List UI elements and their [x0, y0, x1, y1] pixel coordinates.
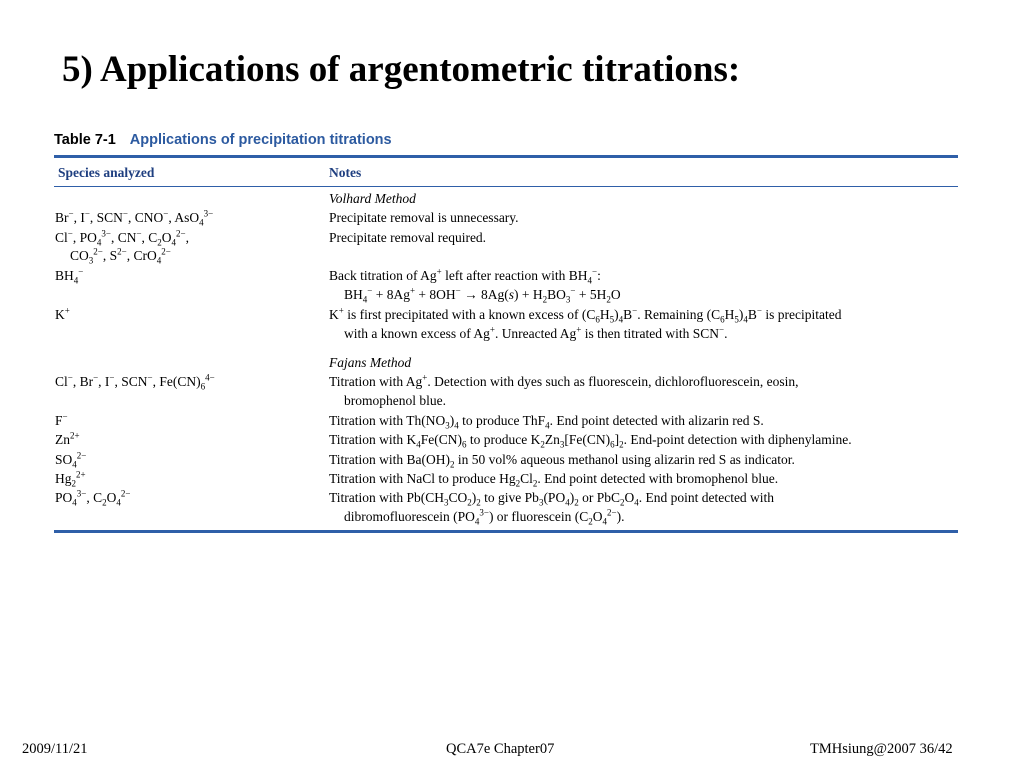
footer-course: QCA7e Chapter07: [446, 741, 555, 757]
row-8-note: Titration with $Ba(OH)_2$ in 50 vol% aqueous methanol using alizarin red S as indicator.: [329, 452, 795, 470]
table-top-rule: [54, 155, 958, 158]
row-1-species: Br−, I−, SCN−, CNO−, AsO$_4^{3-}$: [55, 208, 214, 228]
row-10-note: Titration with $Pb(CH_3CO_2)_2$ to give $Pb_3(PO_4)_2$ or $PbC_2O_4$. End point detected with: [329, 490, 775, 508]
slide-title: 5) Applications of argentometric titrations:: [62, 49, 741, 90]
row-3-note-b: left after reaction with BH: [441, 268, 588, 283]
header-rule: [54, 186, 958, 187]
table-caption-text: Applications of precipitation titrations: [129, 132, 392, 148]
row-2-species-cont: $CO_3^{2-}$, $S^{2-}$, CrO$_4^{2-}$: [70, 246, 171, 266]
row-5-note-cont: bromophenol blue.: [344, 393, 446, 408]
row-7-species: $Zn^{2+}$: [55, 430, 80, 447]
row-8-note-text: in 50 vol% aqueous methanol using alizarin red S as indicator.: [457, 452, 795, 467]
row-9-note: Titration with NaCl to produce $Hg_2Cl_2$. End point detected with bromophenol blue.: [329, 471, 779, 489]
row-2-species: Cl−, $PO_4^{3-}$, CN−, $C_2O_4^{2-}$,: [55, 228, 189, 248]
row-6-note: Titration with $Th(NO_3)_4$ to produce ThF$_4$. End point detected with alizarin red S.: [329, 413, 764, 431]
row-3-note: Back titration of Ag+ left after reaction with $BH_4^-$:: [329, 266, 601, 286]
row-10-species: $PO_4^{3-}$, $C_2O_4^{2-}$: [55, 488, 131, 508]
row-3-species: $BH_4^-$: [55, 266, 84, 286]
row-5-note-a: Titration with Ag: [329, 374, 423, 389]
row-1-note: Precipitate removal is unnecessary.: [329, 210, 519, 225]
row-8-species: $SO_4^{2-}$: [55, 450, 87, 470]
table-caption-number: Table 7-1: [54, 132, 116, 148]
row-9-note-a: Titration with NaCl to produce Hg: [329, 471, 516, 486]
row-9-note-b: . End point detected with bromophenol blue.: [537, 471, 779, 486]
header-species: Species analyzed: [58, 165, 155, 180]
row-3-species-text: BH: [55, 268, 74, 283]
row-5-note-b: . Detection with dyes such as fluorescein, dichlorofluorescein, eosin,: [427, 374, 799, 389]
row-4-note-cont: with a known excess of Ag+. Unreacted Ag+ is then titrated with SCN−.: [344, 324, 728, 341]
row-3-equation: $BH_4^- + 8Ag^+ + 8OH^- \to 8Ag(s) + H_2BO_3^- + 5H_2O$: [344, 285, 621, 305]
row-4-note: K+ is first precipitated with a known excess of $(C_6H_5)_4B^-$. Remaining $(C_6H_5)_4B^-$ is precipitated: [329, 305, 842, 325]
row-6-species: F−: [55, 411, 68, 428]
volhard-method-label: Volhard Method: [329, 191, 416, 206]
row-4-species: K+: [55, 305, 70, 322]
row-3-note-a: Back titration of Ag: [329, 268, 437, 283]
footer-date: 2009/11/21: [22, 741, 88, 757]
table-bottom-rule: [54, 530, 958, 533]
row-4-species-text: K: [55, 307, 65, 322]
row-9-species-text: Hg: [55, 471, 72, 486]
row-5-species: Cl−, Br−, I−, SCN−, $Fe(CN)_6^{4-}$: [55, 372, 215, 392]
row-6-species-text: F: [55, 413, 63, 428]
row-5-note: Titration with Ag+. Detection with dyes such as fluorescein, dichlorofluorescein, eosin,: [329, 372, 799, 389]
header-notes: Notes: [329, 165, 362, 180]
row-7-species-text: Zn: [55, 432, 70, 447]
row-2-note: Precipitate removal required.: [329, 230, 487, 245]
fajans-method-label: Fajans Method: [329, 355, 412, 370]
row-7-note: Titration with $K_4Fe(CN)_6$ to produce $K_2Zn_3[Fe(CN)_6]_2$. End-point detection with diphenylamine.: [329, 432, 852, 450]
row-10-note-cont: dibromofluorescein $(PO_4^{3-})$ or fluorescein $(C_2O_4^{2-})$.: [344, 507, 625, 527]
footer-author-page: TMHsiung@2007 36/42: [810, 741, 953, 757]
table-caption: [54, 132, 392, 148]
row-8-species-text: SO: [55, 452, 73, 467]
row-9-species: $Hg_2^{2+}$: [55, 469, 86, 489]
